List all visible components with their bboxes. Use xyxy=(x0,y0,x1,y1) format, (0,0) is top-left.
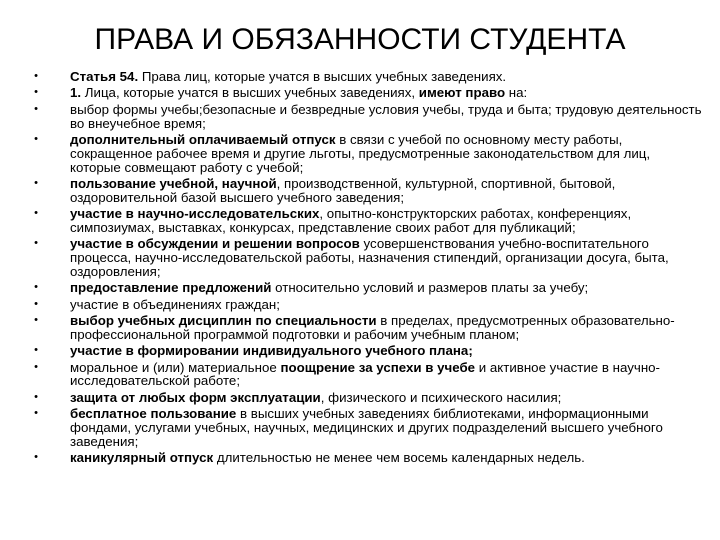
text-run: выбор формы учебы;безопасные и безвредные условия учебы, труда и быта; трудовую деятельность во внеучебное время; xyxy=(70,101,702,131)
list-item xyxy=(22,344,702,358)
bold-text-run: защита от любых форм эксплуатации xyxy=(70,389,321,405)
bold-text-run: предоставление предложений xyxy=(70,280,272,296)
text-run: участие в объединениях граждан; xyxy=(70,296,280,312)
text-run: Лица, которые учатся в высших учебных заведениях, xyxy=(81,85,419,101)
bullet-icon: • xyxy=(34,344,38,357)
bullet-icon: • xyxy=(34,297,38,310)
list-item xyxy=(22,70,702,84)
text-run: относительно условий и размеров платы за учебу; xyxy=(271,280,589,296)
bold-text-run: 1. xyxy=(70,85,82,101)
bold-text-run: выбор учебных дисциплин по специальности xyxy=(70,313,377,329)
bold-text-run: каникулярный отпуск xyxy=(70,450,214,466)
list-item xyxy=(22,103,702,131)
list-item xyxy=(22,451,702,465)
text-run: и активное участие в научно-исследовательской работе; xyxy=(70,359,660,389)
bullet-icon: • xyxy=(34,132,38,145)
bullet-icon: • xyxy=(34,281,38,294)
list-item xyxy=(22,298,702,312)
bold-text-run: участие в научно-исследовательских xyxy=(70,206,320,222)
text-run: в пределах, предусмотренных образовательно-профессиональной программой подготовки и рабочим учебным планом; xyxy=(70,313,675,342)
bullet-icon: • xyxy=(34,390,38,403)
list-item xyxy=(22,407,702,448)
list-item xyxy=(22,237,702,278)
bullet-icon: • xyxy=(34,207,38,220)
rights-list xyxy=(22,70,702,468)
slide-title: ПРАВА И ОБЯЗАННОСТИ СТУДЕНТА xyxy=(94,23,626,56)
bullet-icon: • xyxy=(34,451,38,464)
list-item xyxy=(22,361,702,389)
bullet-icon: • xyxy=(34,176,38,189)
bold-text-run: Статья 54. xyxy=(70,69,139,84)
text-run: на: xyxy=(505,85,528,101)
bullet-icon: • xyxy=(34,102,38,115)
bullet-icon: • xyxy=(34,407,38,420)
bullet-icon: • xyxy=(34,70,38,82)
list-item xyxy=(22,391,702,405)
text-run: Права лиц, которые учатся в высших учебных заведениях. xyxy=(138,69,507,84)
bullet-icon: • xyxy=(34,360,38,373)
bullet-icon: • xyxy=(34,86,38,99)
bold-text-run: поощрение за успехи в учебе xyxy=(280,359,476,375)
text-run: в связи с учебой по основному месту работы, сокращенное рабочее время и другие льготы, предусмотренные законодательством для лиц, которые совмещают работу с учебой; xyxy=(70,131,651,175)
bullet-icon: • xyxy=(34,237,38,250)
list-item xyxy=(22,314,702,342)
bold-text-run: бесплатное пользование xyxy=(70,406,237,422)
list-item xyxy=(22,177,702,205)
bold-text-run: дополнительный оплачиваемый отпуск xyxy=(70,131,336,147)
bold-text-run: участие в формировании индивидуального учебного плана; xyxy=(70,343,473,359)
list-item xyxy=(22,133,702,174)
text-run: длительностью не менее чем восемь календарных недель. xyxy=(213,450,585,466)
text-run: , производственной, культурной, спортивной, бытовой, оздоровительной базой высшего учебного заведения; xyxy=(70,175,616,205)
text-run: в высших учебных заведениях библиотеками, информационными фондами, услугами учебных, научных, медицинских и других подразделений высшего учебного заведения; xyxy=(70,406,663,449)
list-item xyxy=(22,207,702,235)
bold-text-run: имеют право xyxy=(418,85,506,101)
text-run: моральное и (или) материальное xyxy=(70,359,281,375)
bold-text-run: пользование учебной, научной xyxy=(70,175,277,191)
text-run: усовершенствования учебно-воспитательного процесса, научно-исследовательской работы, назначения стипендий, организации досуга, быта, оздоровления; xyxy=(70,236,669,279)
list-item xyxy=(22,86,702,100)
bullet-icon: • xyxy=(34,314,38,327)
list-item xyxy=(22,281,702,295)
bold-text-run: участие в обсуждении и решении вопросов xyxy=(70,236,360,252)
text-run: , физического и психического насилия; xyxy=(320,389,562,405)
text-run: , опытно-конструкторских работах, конференциях, симпозиумах, выставках, конкурсах, представление своих работ для публикаций; xyxy=(70,206,632,235)
